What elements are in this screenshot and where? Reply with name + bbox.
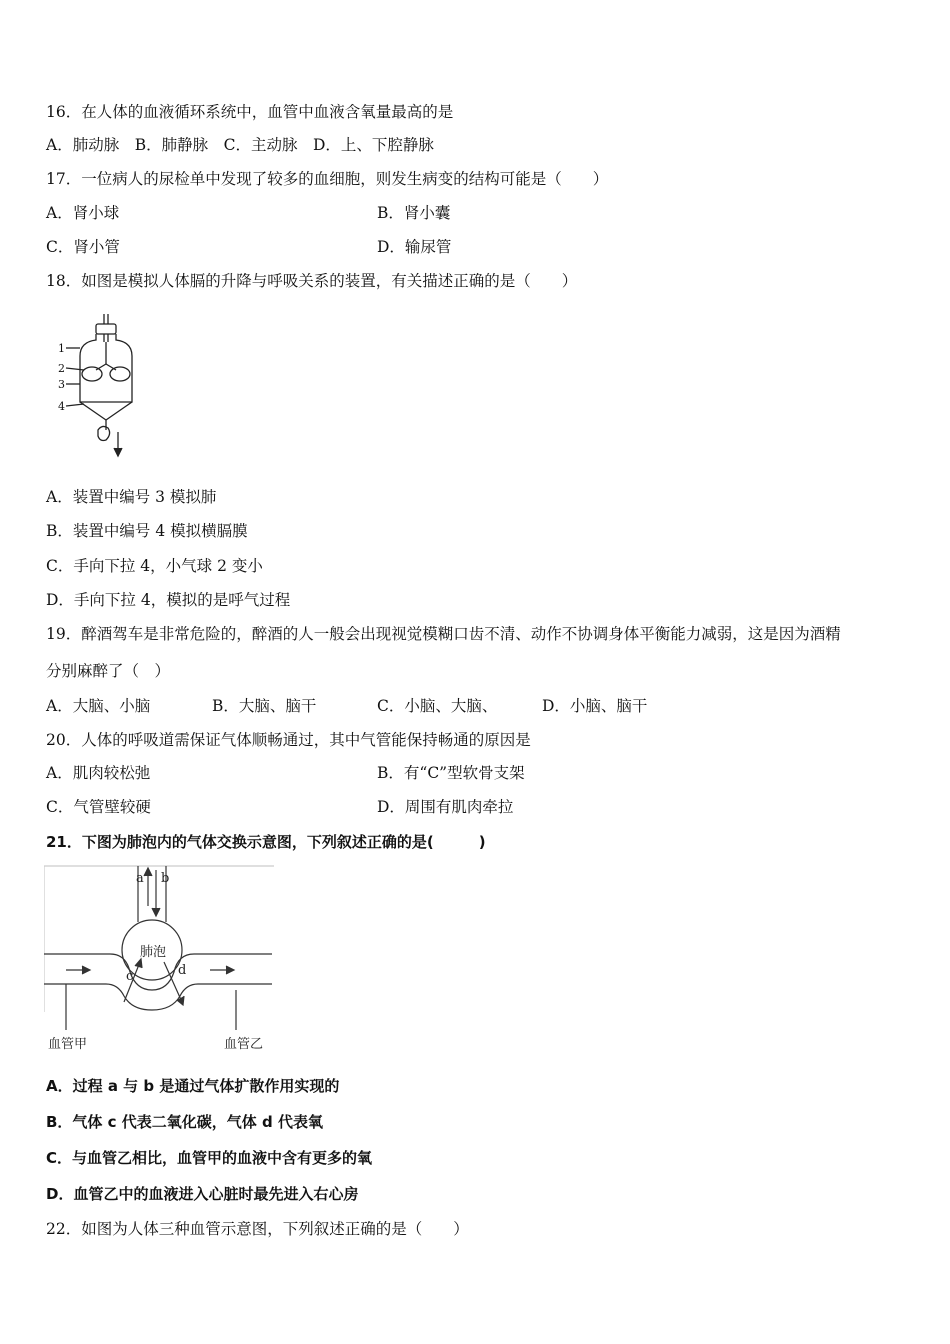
bell-jar-label-2: 2 [58, 362, 65, 375]
q19-option-c: C．小脑、大脑、 [377, 697, 498, 715]
vessel-right-label: 血管乙 [224, 1037, 264, 1052]
q20-option-b: B．有“C”型软骨支架 [377, 764, 525, 782]
q16-stem: 16．在人体的血液循环系统中，血管中血液含氧量最高的是 [46, 103, 454, 121]
q19-stem-line2: 分别麻醉了（ ） [46, 662, 171, 680]
q22-stem: 22．如图为人体三种血管示意图，下列叙述正确的是（ ） [46, 1220, 469, 1238]
q16-options: A．肺动脉 B．肺静脉 C．主动脉 D．上、下腔静脉 [46, 136, 434, 154]
q18-option-b: B．装置中编号 4 模拟横膈膜 [46, 522, 248, 540]
q20-option-c: C．气管壁较硬 [46, 798, 151, 816]
vessel-left-label: 血管甲 [48, 1037, 88, 1052]
q21-stem: 21．下图为肺泡内的气体交换示意图，下列叙述正确的是( ) [46, 833, 486, 851]
bell-jar-label-4: 4 [58, 400, 65, 413]
alveolus-label-b: b [161, 871, 170, 886]
q18-option-d: D．手向下拉 4，模拟的是呼气过程 [46, 591, 291, 609]
q19-option-d: D．小脑、脑干 [542, 697, 648, 715]
q18-option-c: C．手向下拉 4，小气球 2 变小 [46, 557, 263, 575]
alveolus-label: 肺泡 [140, 945, 167, 960]
bell-jar-label-1: 1 [58, 342, 65, 355]
alveolus-gas-exchange-figure [44, 862, 274, 1057]
q17-option-a: A．肾小球 [46, 204, 120, 222]
q17-option-d: D．输尿管 [377, 238, 452, 256]
q19-option-b: B．大脑、脑干 [212, 697, 317, 715]
q20-option-d: D．周围有肌肉牵拉 [377, 798, 514, 816]
q20-option-a: A．肌肉较松弛 [46, 764, 151, 782]
alveolus-label-c: c [126, 969, 134, 984]
q21-option-b: B．气体 c 代表二氧化碳，气体 d 代表氧 [46, 1113, 323, 1131]
q18-stem: 18．如图是模拟人体膈的升降与呼吸关系的装置，有关描述正确的是（ ） [46, 272, 578, 290]
alveolus-label-a: a [136, 871, 144, 886]
q17-option-b: B．肾小囊 [377, 204, 451, 222]
q17-stem: 17．一位病人的尿检单中发现了较多的血细胞，则发生病变的结构可能是（ ） [46, 170, 609, 188]
alveolus-label-d: d [178, 963, 187, 978]
q19-option-a: A．大脑、小脑 [46, 697, 151, 715]
q19-stem-line1: 19．醉酒驾车是非常危险的，醉酒的人一般会出现视觉模糊口齿不清、动作不协调身体平衡能力减弱，这是因为酒精 [46, 625, 841, 643]
q21-option-c: C．与血管乙相比，血管甲的血液中含有更多的氧 [46, 1149, 373, 1167]
q21-option-a: A．过程 a 与 b 是通过气体扩散作用实现的 [46, 1077, 340, 1095]
bell-jar-diaphragm-figure [58, 312, 148, 462]
q18-option-a: A．装置中编号 3 模拟肺 [46, 488, 217, 506]
q20-stem: 20．人体的呼吸道需保证气体顺畅通过，其中气管能保持畅通的原因是 [46, 731, 531, 749]
bell-jar-label-3: 3 [58, 378, 65, 391]
q21-option-d: D．血管乙中的血液进入心脏时最先进入右心房 [46, 1185, 359, 1203]
q17-option-c: C．肾小管 [46, 238, 120, 256]
